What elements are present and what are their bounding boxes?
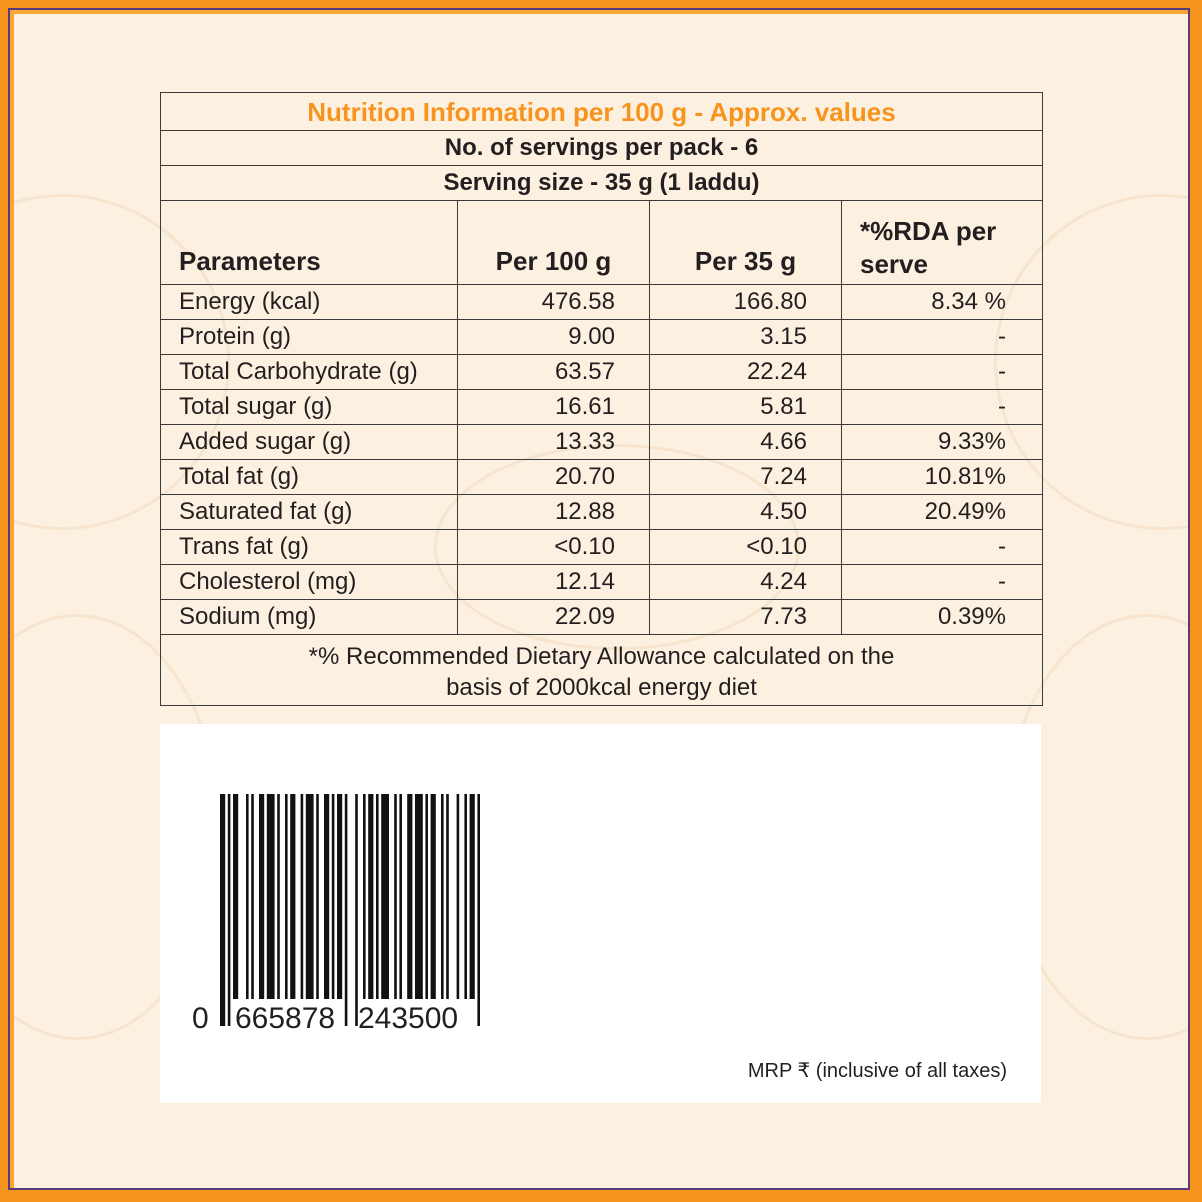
barcode <box>190 794 490 1034</box>
barcode-bar <box>477 794 480 1026</box>
barcode-price-box <box>160 724 1041 1103</box>
barcode-bar <box>324 794 329 999</box>
table-row <box>161 530 1043 565</box>
rda-cell: 9.33% <box>842 425 1043 460</box>
per35-cell: 4.24 <box>650 565 842 600</box>
barcode-digits-group1: 665878 <box>235 1002 336 1034</box>
rda-cell: 0.39% <box>842 600 1043 635</box>
barcode-bar <box>425 794 428 999</box>
per35-cell: 4.66 <box>650 425 842 460</box>
per100-cell: 476.58 <box>458 285 650 320</box>
mrp-label: MRP ₹ (inclusive of all taxes) <box>747 1060 1007 1082</box>
servings-per-pack: No. of servings per pack - 6 <box>161 131 1043 166</box>
barcode-bar <box>345 794 348 1026</box>
rda-cell: - <box>842 565 1043 600</box>
header-rda: *%RDA per serve <box>842 201 1043 285</box>
table-row <box>161 460 1043 495</box>
table-row <box>161 285 1043 320</box>
barcode-bar <box>376 794 379 999</box>
barcode-bar <box>337 794 342 999</box>
barcode-bar <box>301 794 304 999</box>
barcode-bar <box>220 794 225 1026</box>
barcode-bar <box>233 794 238 999</box>
rda-cell: 10.81% <box>842 460 1043 495</box>
per100-cell: 20.70 <box>458 460 650 495</box>
barcode-bar <box>228 794 231 1026</box>
barcode-bar <box>355 794 358 1026</box>
barcode-bar <box>446 794 449 999</box>
per100-cell: <0.10 <box>458 530 650 565</box>
param-cell: Total fat (g) <box>161 460 458 495</box>
rda-cell: 8.34 % <box>842 285 1043 320</box>
barcode-bar <box>407 794 412 999</box>
barcode-bar <box>394 794 397 999</box>
nutrition-title: Nutrition Information per 100 g - Approx. values <box>161 93 1043 131</box>
rda-cell: - <box>842 320 1043 355</box>
barcode-bar <box>259 794 264 999</box>
table-row <box>161 425 1043 460</box>
barcode-bar <box>267 794 275 999</box>
footnote-line-1: *% Recommended Dietary Allowance calculated on the <box>308 642 895 670</box>
per100-cell: 63.57 <box>458 355 650 390</box>
per35-cell: 3.15 <box>650 320 842 355</box>
footnote-line-2: basis of 2000kcal energy diet <box>446 674 757 701</box>
param-cell: Protein (g) <box>161 320 458 355</box>
per35-cell: 22.24 <box>650 355 842 390</box>
per35-cell: 7.24 <box>650 460 842 495</box>
barcode-bar <box>332 794 335 999</box>
param-cell: Total Carbohydrate (g) <box>161 355 458 390</box>
barcode-bar <box>464 794 467 999</box>
barcode-digit-left: 0 <box>192 1002 209 1034</box>
header-parameters: Parameters <box>161 201 458 285</box>
per35-cell: 166.80 <box>650 285 842 320</box>
barcode-bar <box>290 794 295 999</box>
table-row <box>161 600 1043 635</box>
per100-cell: 9.00 <box>458 320 650 355</box>
header-per-100g: Per 100 g <box>458 201 650 285</box>
barcode-bar <box>246 794 249 999</box>
per100-cell: 12.14 <box>458 565 650 600</box>
serving-size: Serving size - 35 g (1 laddu) <box>161 166 1043 201</box>
per35-cell: 4.50 <box>650 495 842 530</box>
param-cell: Energy (kcal) <box>161 285 458 320</box>
rda-cell: 20.49% <box>842 495 1043 530</box>
barcode-bar <box>415 794 423 999</box>
barcode-bar <box>470 794 475 999</box>
barcode-bar <box>251 794 254 999</box>
table-row <box>161 355 1043 390</box>
barcode-bar <box>277 794 280 999</box>
table-row <box>161 495 1043 530</box>
param-cell: Saturated fat (g) <box>161 495 458 530</box>
barcode-bars <box>220 794 480 1026</box>
rda-cell: - <box>842 390 1043 425</box>
param-cell: Cholesterol (mg) <box>161 565 458 600</box>
rda-cell: - <box>842 530 1043 565</box>
barcode-bar <box>363 794 366 999</box>
per35-cell: <0.10 <box>650 530 842 565</box>
barcode-bar <box>285 794 288 999</box>
nutrition-table <box>160 92 1043 706</box>
param-cell: Total sugar (g) <box>161 390 458 425</box>
per35-cell: 5.81 <box>650 390 842 425</box>
header-per-35g: Per 35 g <box>650 201 842 285</box>
barcode-digits-group2: 243500 <box>358 1002 459 1034</box>
rda-footnote <box>161 635 1043 706</box>
table-row <box>161 565 1043 600</box>
per100-cell: 22.09 <box>458 600 650 635</box>
barcode-bar <box>399 794 402 999</box>
barcode-bar <box>457 794 460 999</box>
per100-cell: 13.33 <box>458 425 650 460</box>
param-cell: Sodium (mg) <box>161 600 458 635</box>
param-cell: Trans fat (g) <box>161 530 458 565</box>
table-row <box>161 390 1043 425</box>
barcode-bar <box>431 794 436 999</box>
rda-cell: - <box>842 355 1043 390</box>
barcode-bar <box>368 794 373 999</box>
table-header-row <box>161 201 1043 285</box>
per35-cell: 7.73 <box>650 600 842 635</box>
barcode-bar <box>306 794 314 999</box>
barcode-bar <box>316 794 319 999</box>
table-row <box>161 320 1043 355</box>
barcode-bar <box>381 794 389 999</box>
param-cell: Added sugar (g) <box>161 425 458 460</box>
barcode-bar <box>441 794 444 999</box>
per100-cell: 12.88 <box>458 495 650 530</box>
per100-cell: 16.61 <box>458 390 650 425</box>
